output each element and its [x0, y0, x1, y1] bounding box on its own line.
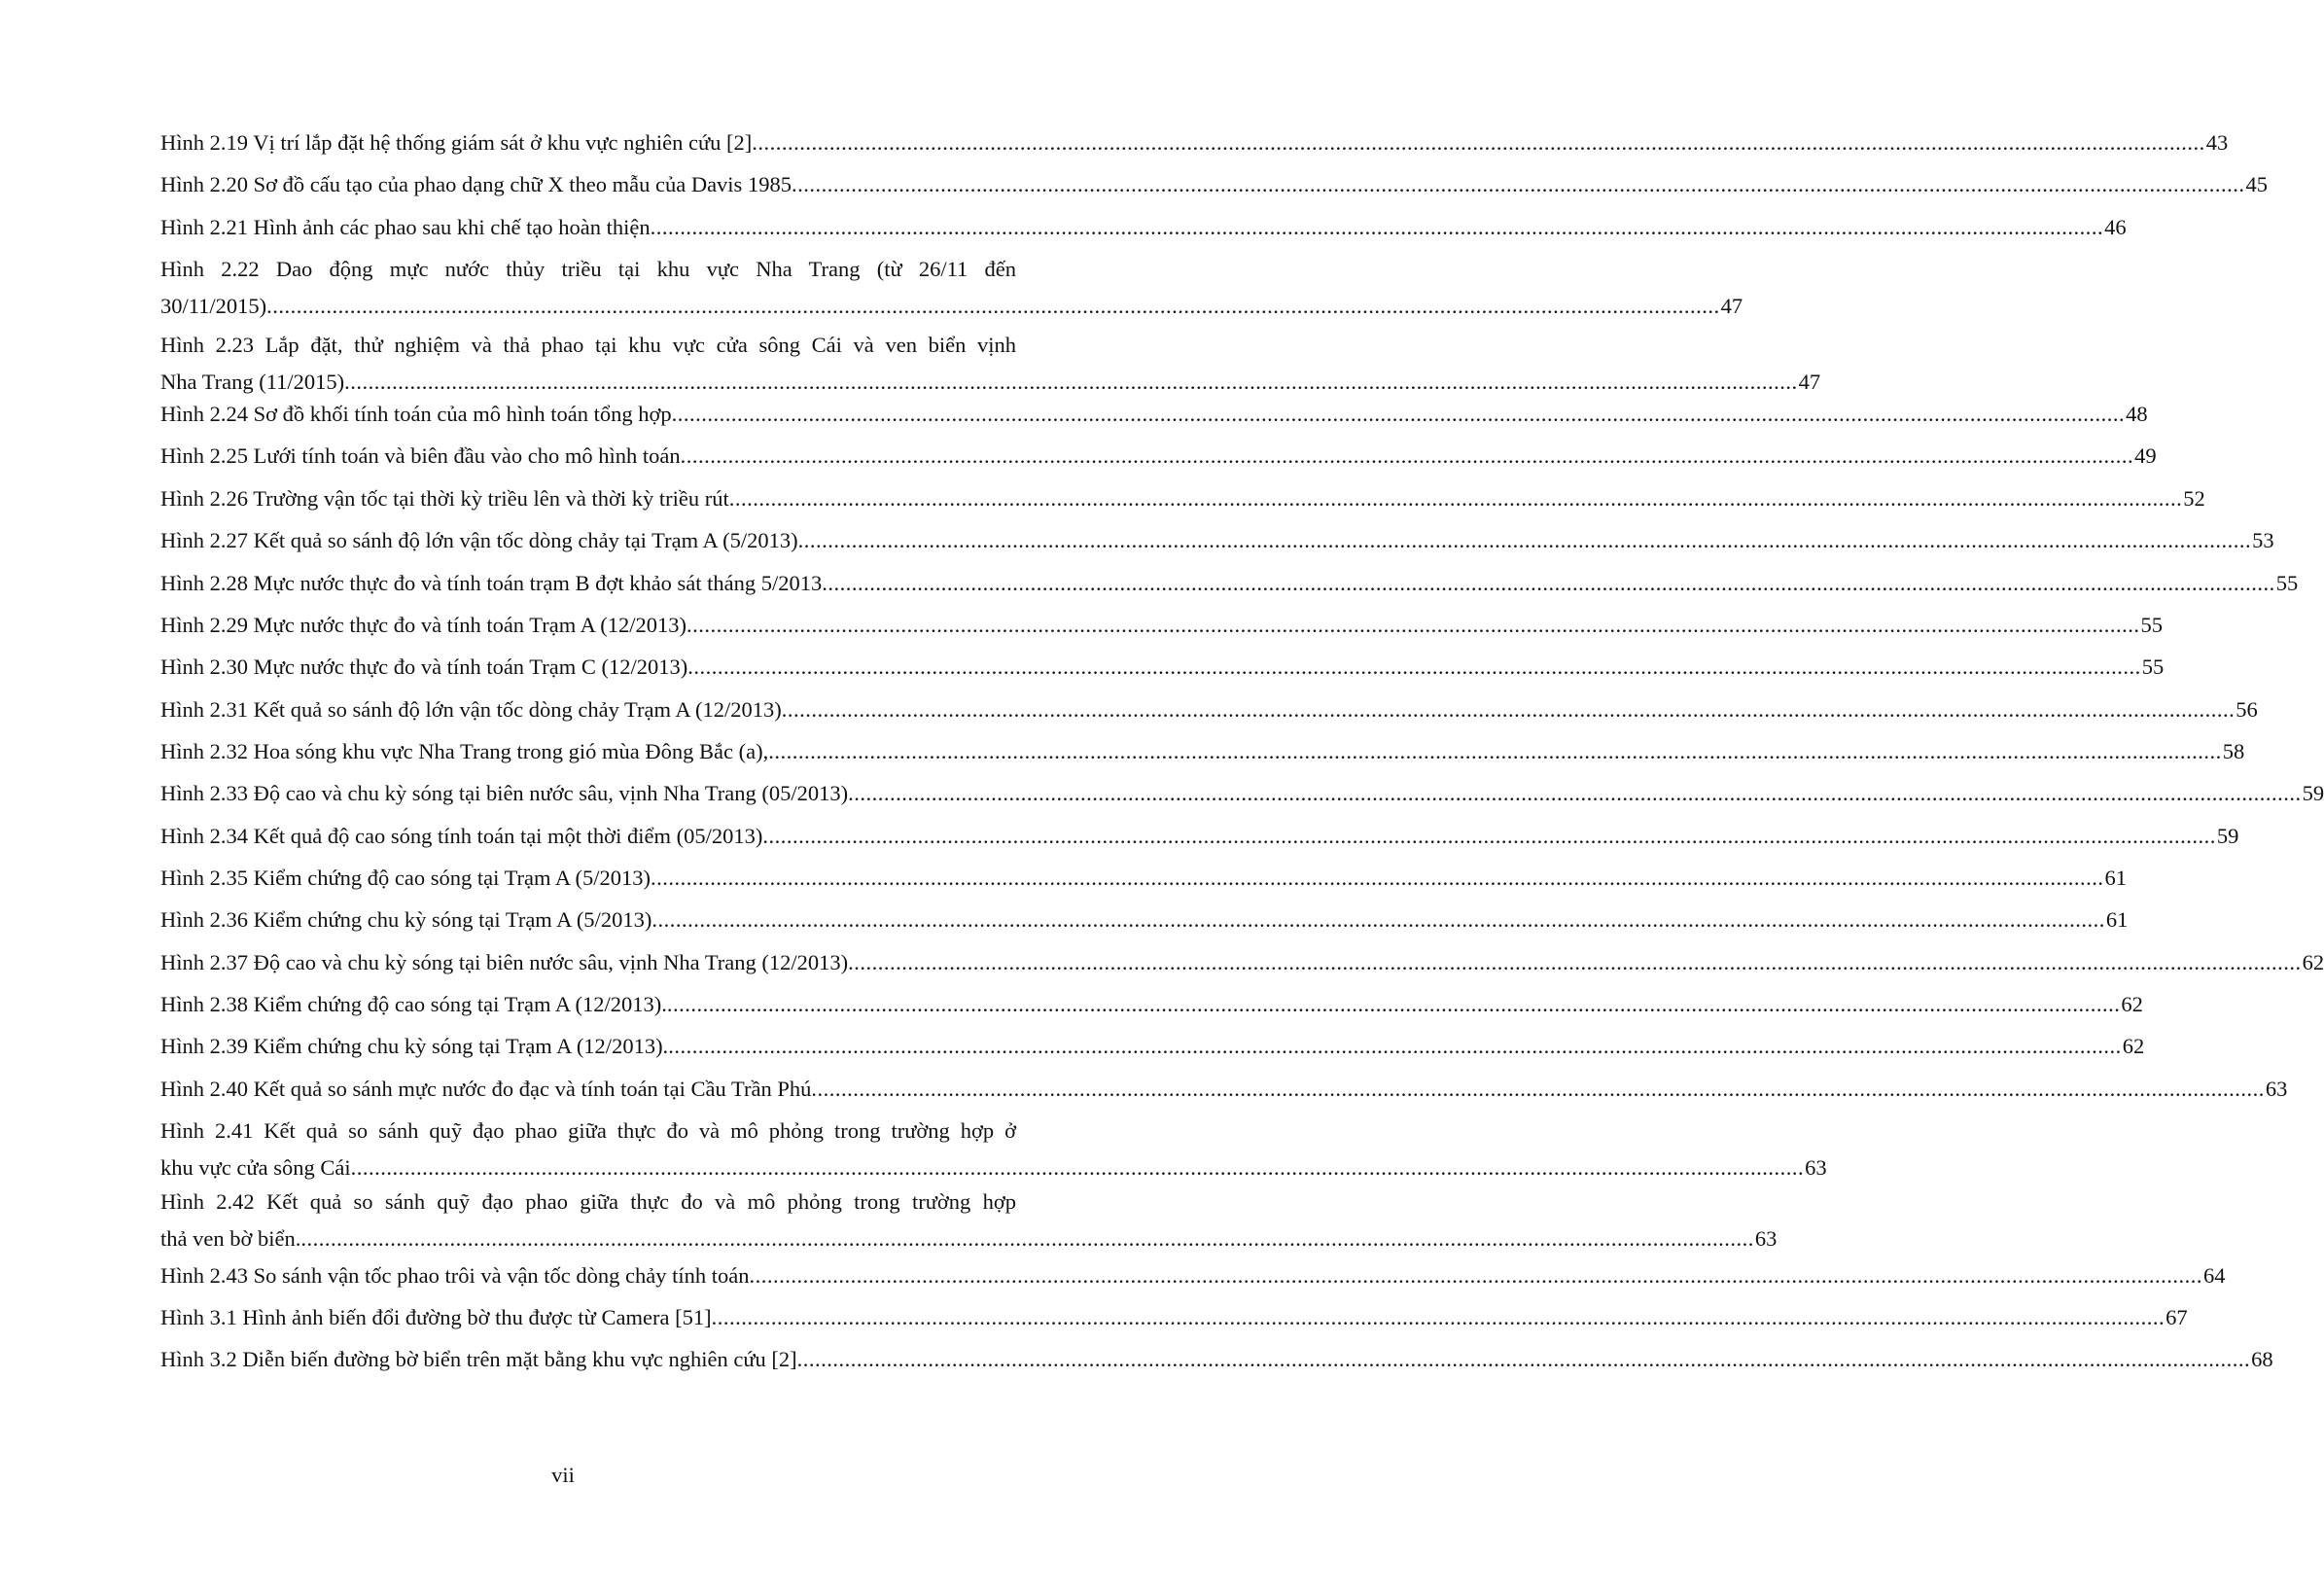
toc-entry-title: Hình 2.43 So sánh vận tốc phao trôi và vận tốc dòng chảy tính toán — [160, 1263, 750, 1288]
toc-entry[interactable] — [160, 1302, 2188, 1333]
dot-leader — [848, 947, 2302, 978]
toc-entry-page-number: 61 — [2105, 907, 2129, 932]
toc-entry[interactable] — [160, 254, 1743, 322]
dot-leader — [667, 989, 2121, 1020]
toc-entry-page-number: 63 — [1754, 1226, 1778, 1251]
toc-entry-title: Hình 2.20 Sơ đồ cấu tạo của phao dạng chữ X theo mẫu của Davis 1985 — [160, 172, 792, 196]
toc-entry-title-line: Hình 2.41 Kết quả so sánh quỹ đạo phao giữa thực đo và mô phỏng trong trường hợp ở — [160, 1118, 1016, 1143]
toc-entry[interactable] — [160, 212, 2127, 243]
toc-entry[interactable] — [160, 778, 2324, 809]
toc-entry-page-number: 64 — [2203, 1263, 2226, 1288]
toc-entry[interactable] — [160, 169, 2268, 200]
toc-entry[interactable] — [160, 1031, 2145, 1062]
toc-entry-title: Hình 2.31 Kết quả so sánh độ lớn vận tốc dòng chảy Trạm A (12/2013) — [160, 697, 782, 722]
toc-entry-title: Hình 2.36 Kiểm chứng chu kỳ sóng tại Trạm A (5/2013) — [160, 907, 652, 932]
toc-entry-page-number: 48 — [2126, 402, 2148, 426]
toc-entry-page-number: 47 — [1720, 294, 1743, 318]
dot-leader — [797, 1344, 2251, 1375]
dot-leader — [782, 694, 2236, 725]
toc-entry-title: Hình 2.40 Kết quả so sánh mực nước đo đạc và tính toán tại Cầu Trần Phú — [160, 1077, 812, 1101]
toc-entry-title: Nha Trang (11/2015) — [160, 370, 345, 394]
toc-entry-page-number: 55 — [2275, 571, 2299, 595]
toc-entry[interactable] — [160, 1074, 2288, 1105]
toc-entry-title: Hình 2.28 Mực nước thực đo và tính toán trạm B đợt khảo sát tháng 5/2013 — [160, 571, 823, 595]
toc-entry-title: Hình 2.27 Kết quả so sánh độ lớn vận tốc dòng chảy tại Trạm A (5/2013) — [160, 528, 798, 552]
toc-entry[interactable] — [160, 1115, 1827, 1184]
dot-leader — [848, 778, 2302, 809]
toc-entry-title: Hình 2.33 Độ cao và chu kỳ sóng tại biên nước sâu, vịnh Nha Trang (05/2013) — [160, 781, 849, 805]
toc-entry-title: thả ven bờ biển. — [160, 1226, 301, 1251]
toc-entry[interactable] — [160, 525, 2274, 556]
dot-leader — [266, 291, 1720, 322]
toc-entry-page-number: 49 — [2134, 443, 2157, 468]
toc-entry-title-line: Hình 2.42 Kết quả so sánh quỹ đạo phao giữa thực đo và mô phỏng trong trường hợp — [160, 1189, 1016, 1214]
toc-entry[interactable] — [160, 610, 2163, 641]
dot-leader — [798, 525, 2252, 556]
toc-entry-page-number: 62 — [2122, 1034, 2145, 1058]
dot-leader — [687, 610, 2140, 641]
dot-leader — [651, 863, 2104, 894]
dot-leader — [672, 399, 2126, 430]
dot-leader — [668, 1031, 2122, 1062]
toc-entry[interactable] — [160, 399, 2148, 430]
dot-leader — [752, 127, 2205, 159]
toc-entry-page-number: 56 — [2236, 697, 2258, 722]
toc-entry-page-number: 61 — [2104, 866, 2128, 890]
toc-entry-title: Hình 2.25 Lưới tính toán và biên đầu vào cho mô hình toán — [160, 443, 681, 468]
toc-entry-page-number: 62 — [2121, 992, 2143, 1016]
dot-leader — [351, 1152, 1805, 1184]
toc-entry[interactable] — [160, 483, 2205, 514]
dot-leader — [687, 652, 2141, 683]
toc-entry-page-number: 63 — [1805, 1155, 1827, 1180]
toc-entry-page-number: 52 — [2183, 486, 2205, 511]
dot-leader — [768, 736, 2222, 767]
toc-entry[interactable] — [160, 330, 1821, 398]
toc-entry[interactable] — [160, 736, 2245, 767]
toc-entry-title: Hình 2.32 Hoa sóng khu vực Nha Trang trong gió mùa Đông Bắc (a), — [160, 739, 769, 763]
toc-entry-page-number: 63 — [2265, 1077, 2288, 1101]
dot-leader — [651, 212, 2104, 243]
dot-leader — [729, 483, 2183, 514]
dot-leader — [681, 441, 2134, 472]
toc-entry-title: Hình 2.26 Trường vận tốc tại thời kỳ triều lên và thời kỳ triều rút — [160, 486, 729, 511]
toc-entry-page-number: 67 — [2166, 1305, 2188, 1329]
dot-leader — [811, 1074, 2265, 1105]
page-number: vii — [551, 1463, 575, 1487]
toc-entry[interactable] — [160, 947, 2324, 978]
toc-entry[interactable] — [160, 694, 2258, 725]
dot-leader — [792, 169, 2245, 200]
toc-entry-page-number: 45 — [2245, 172, 2268, 196]
toc-entry[interactable] — [160, 1186, 1778, 1255]
toc-entry-page-number: 59 — [2216, 824, 2239, 848]
toc-entry-title: Hình 2.24 Sơ đồ khối tính toán của mô hình toán tổng hợp — [160, 402, 672, 426]
toc-entry-title: Hình 2.30 Mực nước thực đo và tính toán Trạm C (12/2013) — [160, 654, 688, 679]
dot-leader — [300, 1223, 1754, 1255]
toc-entry-page-number: 62 — [2302, 950, 2324, 974]
dot-leader — [822, 568, 2275, 599]
toc-entry-title: Hình 2.39 Kiểm chứng chu kỳ sóng tại Trạm A (12/2013). — [160, 1034, 669, 1058]
toc-entry-title: Hình 2.37 Độ cao và chu kỳ sóng tại biên nước sâu, vịnh Nha Trang (12/2013) — [160, 950, 849, 974]
toc-entry[interactable] — [160, 441, 2157, 472]
toc-entry-page-number: 59 — [2302, 781, 2324, 805]
toc-entry-title: Hình 2.21 Hình ảnh các phao sau khi chế tạo hoàn thiện — [160, 215, 651, 239]
toc-entry-page-number: 68 — [2251, 1347, 2273, 1371]
toc-entry[interactable] — [160, 652, 2165, 683]
toc-entry-page-number: 43 — [2205, 130, 2229, 155]
toc-entry-page-number: 55 — [2140, 613, 2163, 637]
toc-entry-title: Hình 2.34 Kết quả độ cao sóng tính toán tại một thời điểm (05/2013) — [160, 824, 763, 848]
toc-entry[interactable] — [160, 904, 2129, 936]
toc-entry[interactable] — [160, 821, 2239, 852]
toc-entry-title: 30/11/2015) — [160, 294, 267, 318]
toc-entry-page-number: 47 — [1798, 370, 1821, 394]
dot-leader — [750, 1260, 2203, 1291]
toc-entry-title: Hình 2.19 Vị trí lắp đặt hệ thống giám sát ở khu vực nghiên cứu [2] — [160, 130, 753, 155]
toc-entry[interactable] — [160, 989, 2143, 1020]
toc-entry-title-line: Hình 2.22 Dao động mực nước thủy triều tại khu vực Nha Trang (từ 26/11 đến — [160, 257, 1016, 281]
dot-leader — [651, 904, 2105, 936]
toc-entry[interactable] — [160, 1344, 2273, 1375]
toc-entry[interactable] — [160, 863, 2128, 894]
toc-entry-title: Hình 3.1 Hình ảnh biến đổi đường bờ thu được từ Camera [51] — [160, 1305, 712, 1329]
dot-leader — [762, 821, 2216, 852]
toc-entry-title: Hình 2.38 Kiểm chứng độ cao sóng tại Trạm A (12/2013). — [160, 992, 667, 1016]
toc-entry-title: Hình 2.35 Kiểm chứng độ cao sóng tại Trạm A (5/2013) — [160, 866, 651, 890]
toc-entry-page-number: 55 — [2141, 654, 2165, 679]
toc-entry-title: khu vực cửa sông Cái — [160, 1155, 351, 1180]
toc-entry-title: Hình 2.29 Mực nước thực đo và tính toán Trạm A (12/2013) — [160, 613, 687, 637]
dot-leader — [344, 367, 1798, 398]
toc-entry-page-number: 46 — [2104, 215, 2127, 239]
toc-entry-page-number: 58 — [2222, 739, 2245, 763]
toc-entry-page-number: 53 — [2252, 528, 2274, 552]
toc-entry[interactable] — [160, 568, 2299, 599]
toc-entry-title-line: Hình 2.23 Lắp đặt, thử nghiệm và thả phao tại khu vực cửa sông Cái và ven biển vịnh — [160, 333, 1016, 357]
toc-entry[interactable] — [160, 127, 2229, 159]
toc-entry-title: Hình 3.2 Diễn biến đường bờ biển trên mặt bằng khu vực nghiên cứu [2] — [160, 1347, 797, 1371]
toc-entry[interactable] — [160, 1260, 2226, 1291]
dot-leader — [712, 1302, 2166, 1333]
